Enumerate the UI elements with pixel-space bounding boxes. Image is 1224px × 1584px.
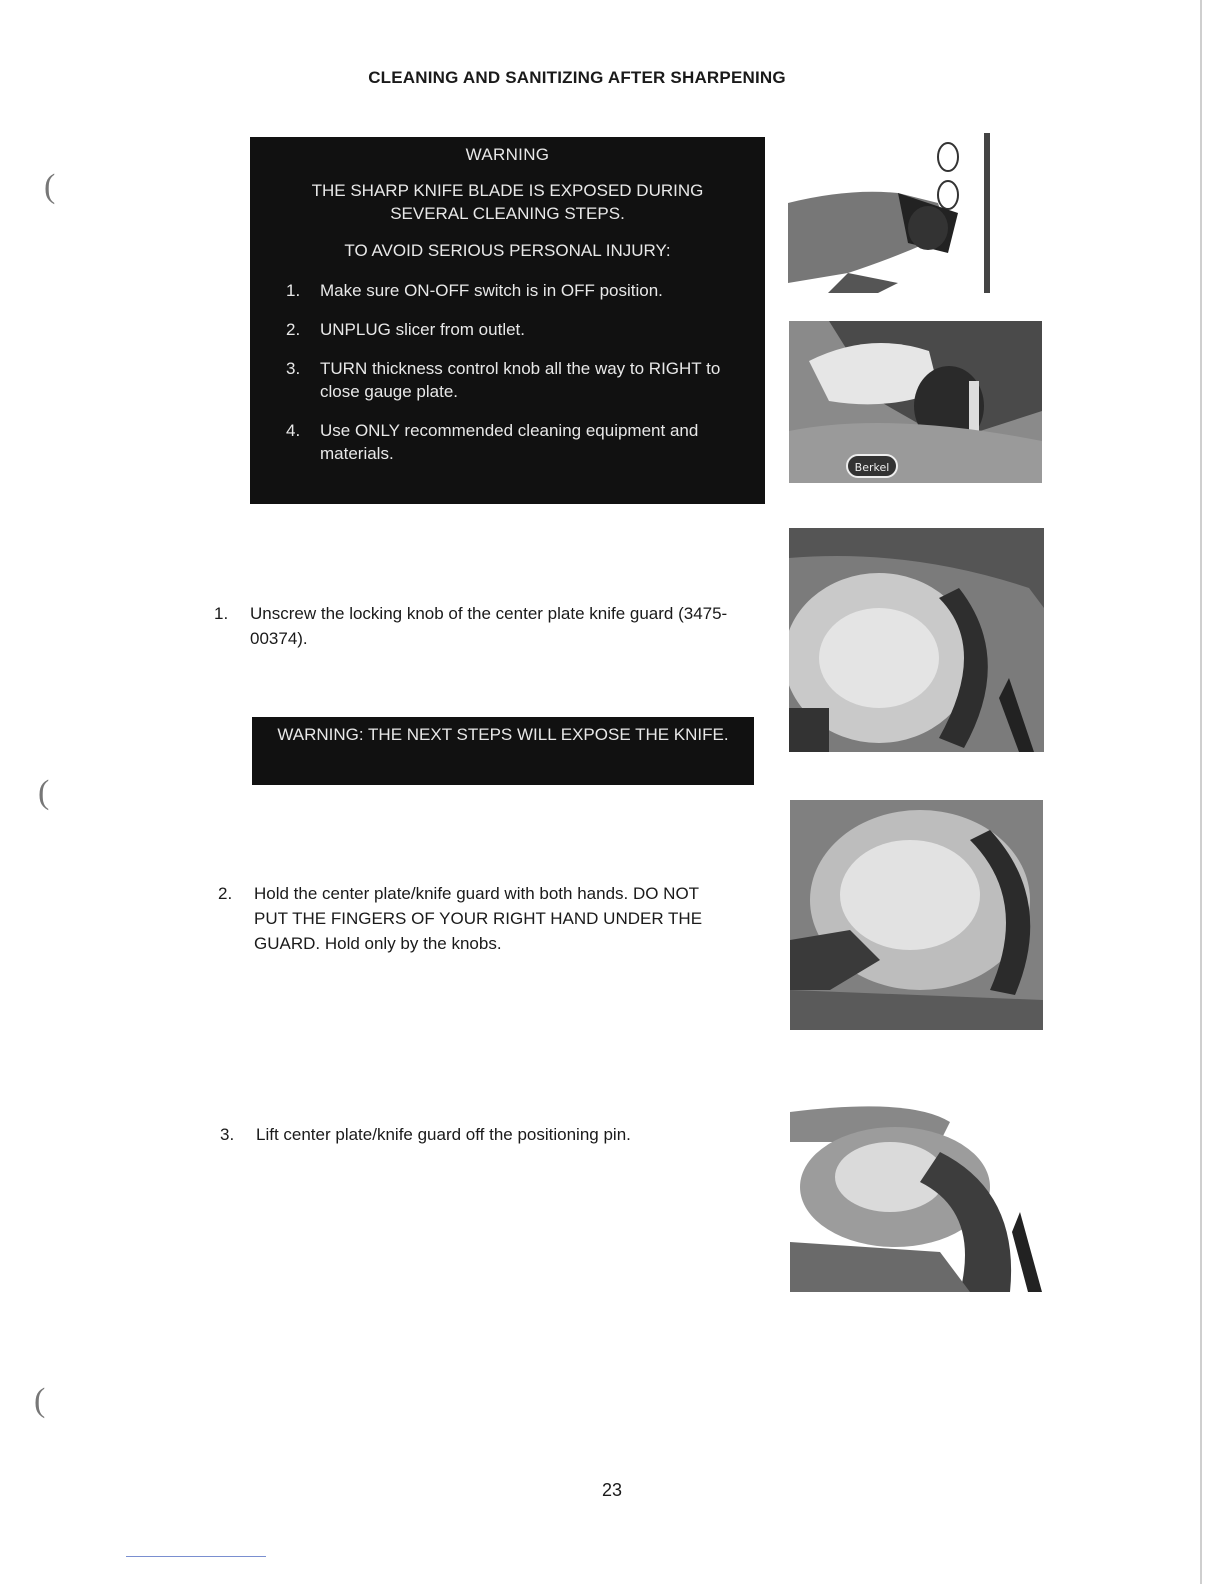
lift-guard-illustration [790,1102,1046,1292]
guard-illustration [789,528,1044,752]
warning-item-text: UNPLUG slicer from outlet. [320,320,525,339]
unplug-illustration [788,133,1038,293]
knob-illustration [789,321,1042,483]
footer-rule [126,1556,266,1557]
step-3 [220,1122,740,1147]
step-text: Hold the center plate/knife guard with both hands. DO NOT PUT THE FINGERS OF YOUR RIGHT HAND UNDER THE GUARD. Hold only by the knobs. [254,884,703,953]
step-2 [218,881,718,956]
photo-unplug-outlet [788,133,1038,293]
warning-item [274,357,741,403]
warning-line-2: TO AVOID SERIOUS PERSONAL INJURY: [344,241,671,260]
page-edge-line [1200,0,1202,1584]
step-text: Unscrew the locking knob of the center plate knife guard (3475-00374). [250,604,728,648]
step-1 [214,601,759,651]
warning-box [250,137,765,504]
warning-item [274,419,741,465]
margin-paren-mark: ( [44,168,56,205]
photo-hold-guard [790,800,1043,1030]
photo-thickness-knob [789,321,1042,483]
warning-item-text: Make sure ON-OFF switch is in OFF position. [320,281,663,300]
step-number: 2. [218,884,233,903]
hold-guard-illustration [790,800,1043,1030]
warning-heading: WARNING [465,145,550,164]
brand-label: Berkel [854,461,890,474]
step-number: 1. [214,604,229,623]
warning-item-number: 1. [286,281,301,300]
step-text: Lift center plate/knife guard off the positioning pin. [256,1125,631,1144]
photo-lift-guard [790,1102,1046,1292]
warning-next-steps: WARNING: THE NEXT STEPS WILL EXPOSE THE KNIFE. [252,717,754,785]
page-number: 23 [601,1480,623,1500]
margin-paren-mark: ( [34,1382,46,1419]
photo-locking-knob [789,528,1044,752]
margin-paren-mark: ( [38,774,50,811]
warning-item-number: 4. [286,421,301,440]
warning-item-text: TURN thickness control knob all the way to RIGHT to close gauge plate. [320,359,721,401]
step-number: 3. [220,1125,235,1144]
warning-item [274,279,741,302]
warning-item [274,318,741,341]
warning-item-number: 2. [286,320,301,339]
warning-item-text: Use ONLY recommended cleaning equipment and materials. [320,421,699,463]
warning-line-1: THE SHARP KNIFE BLADE IS EXPOSED DURING SEVERAL CLEANING STEPS. [311,181,704,223]
page-title: CLEANING AND SANITIZING AFTER SHARPENING [368,68,786,87]
warning-item-number: 3. [286,359,301,378]
